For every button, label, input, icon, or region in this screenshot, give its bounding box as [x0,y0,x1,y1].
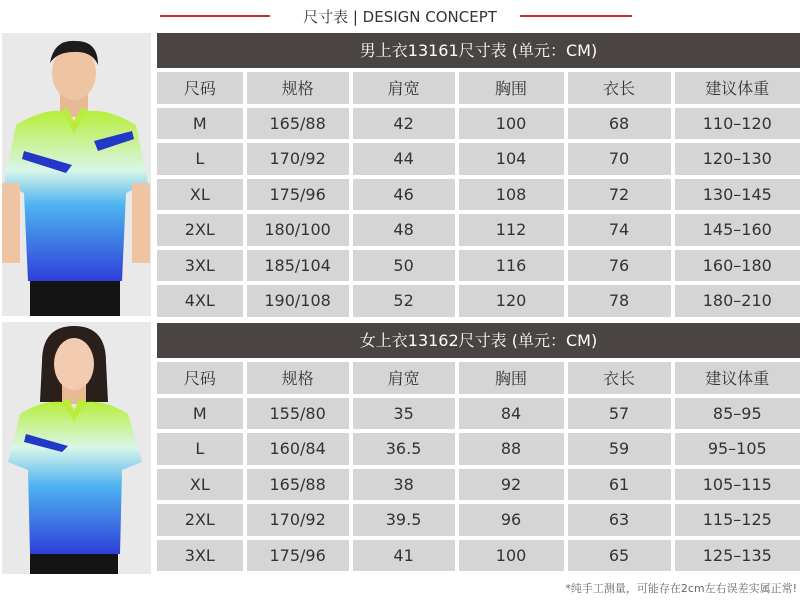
col-header-spec: 规格 [247,362,349,394]
cell-shoulder: 44 [353,143,455,175]
cell-weight: 110–120 [675,108,800,140]
women-size-table [153,358,800,575]
cell-shoulder: 36.5 [353,433,455,465]
cell-size: 4XL [157,285,243,317]
cell-size: 3XL [157,540,243,572]
col-header-chest: 胸围 [459,72,564,104]
cell-weight: 145–160 [675,214,800,246]
male-model-photo [2,33,151,316]
men-chart-title: 男上衣13161尺寸表 (单元：CM) [157,33,800,68]
cell-weight: 130–145 [675,179,800,211]
table-row [157,469,800,501]
table-row [157,398,800,430]
table-row [157,214,800,246]
table-row [157,504,800,536]
cell-length: 74 [568,214,671,246]
cell-length: 65 [568,540,671,572]
col-header-size: 尺码 [157,72,243,104]
cell-chest: 88 [459,433,564,465]
cell-chest: 112 [459,214,564,246]
cell-size: M [157,398,243,430]
cell-spec: 165/88 [247,469,349,501]
header-right-line [520,15,632,17]
col-header-shoulder: 肩宽 [353,72,455,104]
cell-length: 70 [568,143,671,175]
cell-shoulder: 41 [353,540,455,572]
cell-chest: 120 [459,285,564,317]
cell-length: 63 [568,504,671,536]
cell-length: 72 [568,179,671,211]
cell-spec: 175/96 [247,540,349,572]
cell-chest: 108 [459,179,564,211]
female-model-photo [2,322,151,574]
women-chart-title: 女上衣13162尺寸表 (单元：CM) [157,323,800,358]
table-row [157,108,800,140]
women-header-row [157,362,800,394]
men-size-chart [157,33,800,321]
cell-chest: 100 [459,540,564,572]
cell-weight: 160–180 [675,250,800,282]
cell-size: M [157,108,243,140]
col-header-weight: 建议体重 [675,362,800,394]
col-header-chest: 胸围 [459,362,564,394]
cell-weight: 120–130 [675,143,800,175]
table-row [157,540,800,572]
cell-length: 59 [568,433,671,465]
col-header-shoulder: 肩宽 [353,362,455,394]
cell-spec: 185/104 [247,250,349,282]
cell-chest: 96 [459,504,564,536]
cell-spec: 190/108 [247,285,349,317]
cell-chest: 92 [459,469,564,501]
cell-shoulder: 50 [353,250,455,282]
cell-shoulder: 52 [353,285,455,317]
col-header-size: 尺码 [157,362,243,394]
cell-spec: 160/84 [247,433,349,465]
page-header [0,0,800,32]
cell-spec: 155/80 [247,398,349,430]
cell-size: 2XL [157,504,243,536]
cell-chest: 84 [459,398,564,430]
cell-length: 68 [568,108,671,140]
cell-spec: 180/100 [247,214,349,246]
cell-weight: 105–115 [675,469,800,501]
table-row [157,285,800,317]
cell-length: 61 [568,469,671,501]
measurement-footnote: *纯手工测量，可能存在2cm左右误差实属正常! [565,582,797,595]
cell-shoulder: 38 [353,469,455,501]
cell-weight: 85–95 [675,398,800,430]
cell-shoulder: 42 [353,108,455,140]
cell-chest: 100 [459,108,564,140]
cell-spec: 170/92 [247,504,349,536]
cell-shoulder: 46 [353,179,455,211]
table-row [157,179,800,211]
cell-length: 78 [568,285,671,317]
table-row [157,250,800,282]
cell-size: 3XL [157,250,243,282]
cell-chest: 104 [459,143,564,175]
men-header-row [157,72,800,104]
cell-shoulder: 48 [353,214,455,246]
table-row [157,143,800,175]
cell-weight: 115–125 [675,504,800,536]
cell-length: 76 [568,250,671,282]
cell-chest: 116 [459,250,564,282]
col-header-length: 衣长 [568,72,671,104]
cell-weight: 125–135 [675,540,800,572]
header-title: 尺寸表 | DESIGN CONCEPT [303,8,497,26]
cell-size: L [157,143,243,175]
cell-size: 2XL [157,214,243,246]
cell-spec: 175/96 [247,179,349,211]
cell-length: 57 [568,398,671,430]
cell-weight: 95–105 [675,433,800,465]
col-header-length: 衣长 [568,362,671,394]
cell-weight: 180–210 [675,285,800,317]
cell-spec: 165/88 [247,108,349,140]
cell-shoulder: 35 [353,398,455,430]
cell-shoulder: 39.5 [353,504,455,536]
cell-size: XL [157,179,243,211]
women-size-chart [157,323,800,575]
col-header-weight: 建议体重 [675,72,800,104]
cell-size: XL [157,469,243,501]
men-size-table [153,68,800,321]
cell-spec: 170/92 [247,143,349,175]
cell-size: L [157,433,243,465]
table-row [157,433,800,465]
col-header-spec: 规格 [247,72,349,104]
